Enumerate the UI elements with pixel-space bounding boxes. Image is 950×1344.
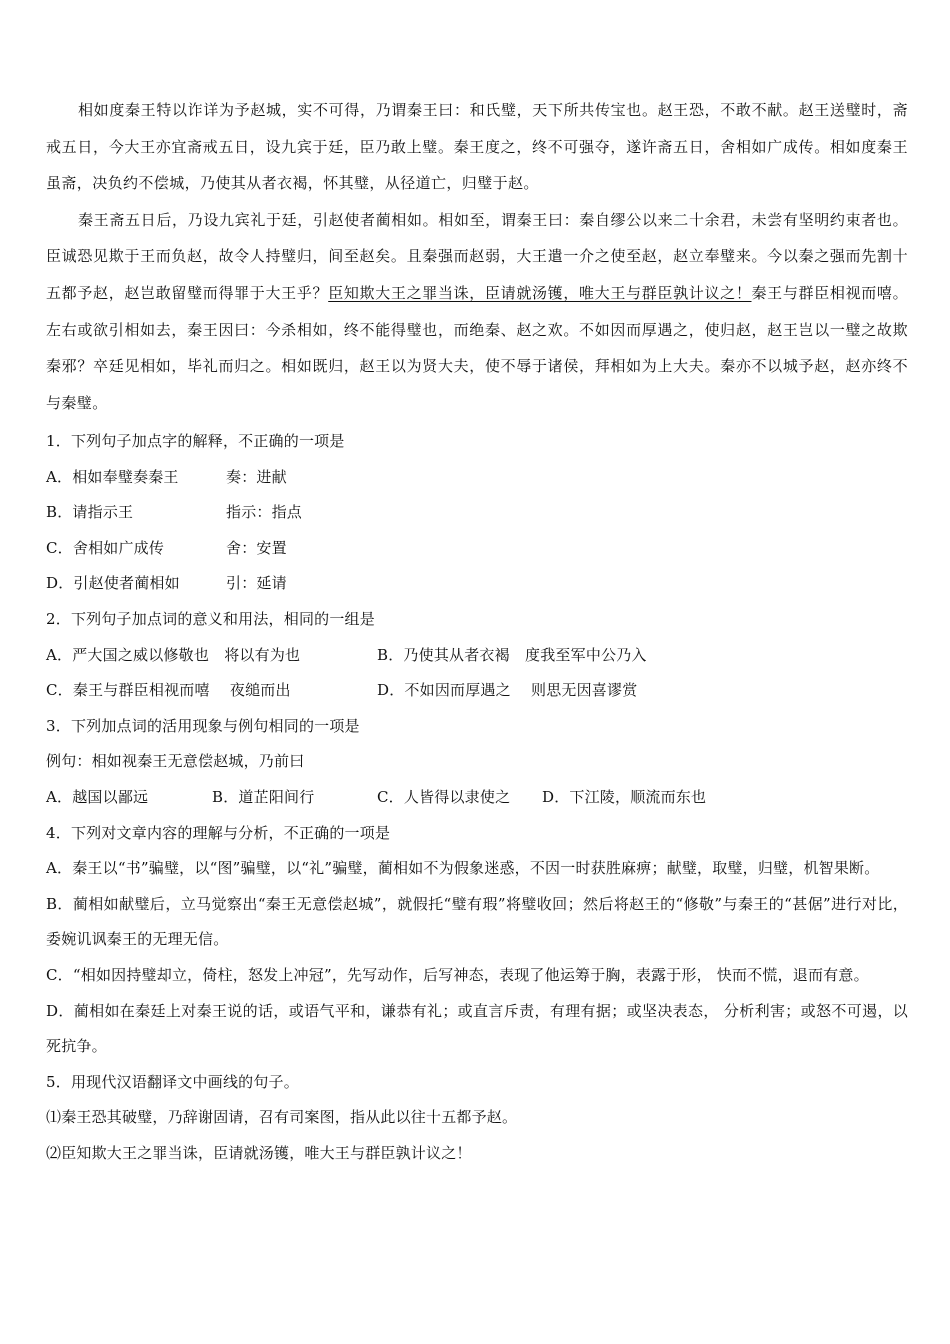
question-4-option-b: B．蔺相如献璧后，立马觉察出“秦王无意偿赵城”，就假托“璧有瑕”将璧收回；然后将赵王的“修敬”与秦王的“甚倨”进行对比，委婉讥讽秦王的无理无信。 xyxy=(46,894,908,949)
question-2-stem: 2．下列句子加点词的意义和用法，相同的一组是 xyxy=(46,609,375,628)
question-5-sentence-2: ⑵臣知欺大王之罪当诛，臣请就汤镬，唯大王与群臣孰计议之！ xyxy=(46,1143,472,1162)
question-4-option-a: A．秦王以“书”骗璧，以“图”骗璧，以“礼”骗璧，蔺相如不为假象迷惑，不因一时获胜麻痹；献璧，取璧，归璧，机智果断。 xyxy=(46,859,880,878)
question-4-option-c: C．“相如因持璧却立，倚柱，怒发上冲冠”，先写动作，后写神态，表现了他运筹于胸，表露于形， 快而不慌，退而有意。 xyxy=(46,965,869,984)
option-b: B．道芷阳间行 xyxy=(212,787,315,806)
question-1-stem: 1．下列句子加点字的解释，不正确的一项是 xyxy=(46,432,345,450)
question-2-row xyxy=(46,673,908,709)
question-4-option-d: D．蔺相如在秦廷上对秦王说的话，或语气平和，谦恭有礼；或直言斥责，有理有据；或坚决表态， 分析利害；或怒不可遏，以死抗争。 xyxy=(46,1001,908,1056)
question-1-option xyxy=(46,495,908,531)
option-sentence: A．相如奉璧奏秦王 xyxy=(46,467,179,486)
question-4-stem: 4．下列对文章内容的理解与分析，不正确的一项是 xyxy=(46,823,391,842)
passage xyxy=(46,92,908,421)
question-2-row xyxy=(46,638,908,674)
option-gloss: 舍：安置 xyxy=(226,538,287,557)
question-5-stem: 5．用现代汉语翻译文中画线的句子。 xyxy=(46,1072,299,1091)
option-sentence: D．引赵使者蔺相如 xyxy=(46,574,180,593)
option-d: D．不如因而厚遇之 则思无因喜谬赏 xyxy=(377,681,638,700)
question-3-options xyxy=(46,780,908,816)
questions xyxy=(46,424,908,1171)
question-1-option xyxy=(46,531,908,567)
passage-text: 秦王斋五日后，乃设九宾礼于廷，引赵使者蔺相如。相如至，谓秦王曰：秦自缪公以来二十余君，未尝有坚明约束者也。臣诚恐见欺于王而负赵，故令人持璧归，间至赵矣。且秦强而赵弱，大王遣一介之使至赵，赵立奉璧来。今以秦之强而先割十五都予赵，赵岂敢留璧而得罪于大王乎？ xyxy=(46,210,908,302)
option-d: D．下江陵，顺流而东也 xyxy=(542,787,707,806)
question-3-example: 例句：相如视秦王无意偿赵城，乃前曰 xyxy=(46,752,305,771)
underlined-sentence: 臣知欺大王之罪当诛，臣请就汤镬，唯大王与群臣孰计议之！ xyxy=(328,283,752,302)
option-a: A．越国以鄙远 xyxy=(46,787,149,806)
passage-paragraph-1: 相如度秦王特以诈详为予赵城，实不可得，乃谓秦王曰：和氏璧，天下所共传宝也。赵王恐，不敢不献。赵王送璧时，斋戒五日，今大王亦宜斋戒五日，设九宾于廷，臣乃敢上璧。秦王度之，终不可强夺，遂许斋五日，舍相如广成传。相如度秦王虽斋，决负约不偿城，乃使其从者衣褐，怀其璧，从径道亡，归璧于赵。 xyxy=(46,101,908,193)
option-c: C．秦王与群臣相视而嘻 夜缒而出 xyxy=(46,681,291,700)
question-1-option xyxy=(46,460,908,496)
question-1-option xyxy=(46,566,908,602)
option-gloss: 指示：指点 xyxy=(226,503,303,522)
option-b: B．乃使其从者衣褐 度我至军中公乃入 xyxy=(377,645,647,664)
option-gloss: 引：延请 xyxy=(226,574,287,593)
option-gloss: 奏：进献 xyxy=(226,467,287,486)
passage-paragraph-2 xyxy=(46,202,908,422)
passage-text: 秦王与群臣相视而嘻。左右或欲引相如去，秦王因曰：今杀相如，终不能得璧也，而绝秦、赵之欢。不如因而厚遇之，使归赵，赵王岂以一璧之故欺秦邪？卒廷见相如，毕礼而归之。相如既归，赵王以为贤大夫，使不辱于诸侯，拜相如为上大夫。秦亦不以城予赵，赵亦终不与秦璧。 xyxy=(46,283,908,412)
option-a: A．严大国之威以修敬也 将以有为也 xyxy=(46,645,301,664)
question-3-stem: 3．下列加点词的活用现象与例句相同的一项是 xyxy=(46,716,360,735)
question-5-sentence-1: ⑴秦王恐其破璧，乃辞谢固请，召有司案图，指从此以往十五都予赵。 xyxy=(46,1108,518,1127)
option-c: C．人皆得以隶使之 xyxy=(377,787,511,806)
option-sentence: B．请指示王 xyxy=(46,503,134,522)
option-sentence: C．舍相如广成传 xyxy=(46,538,165,557)
